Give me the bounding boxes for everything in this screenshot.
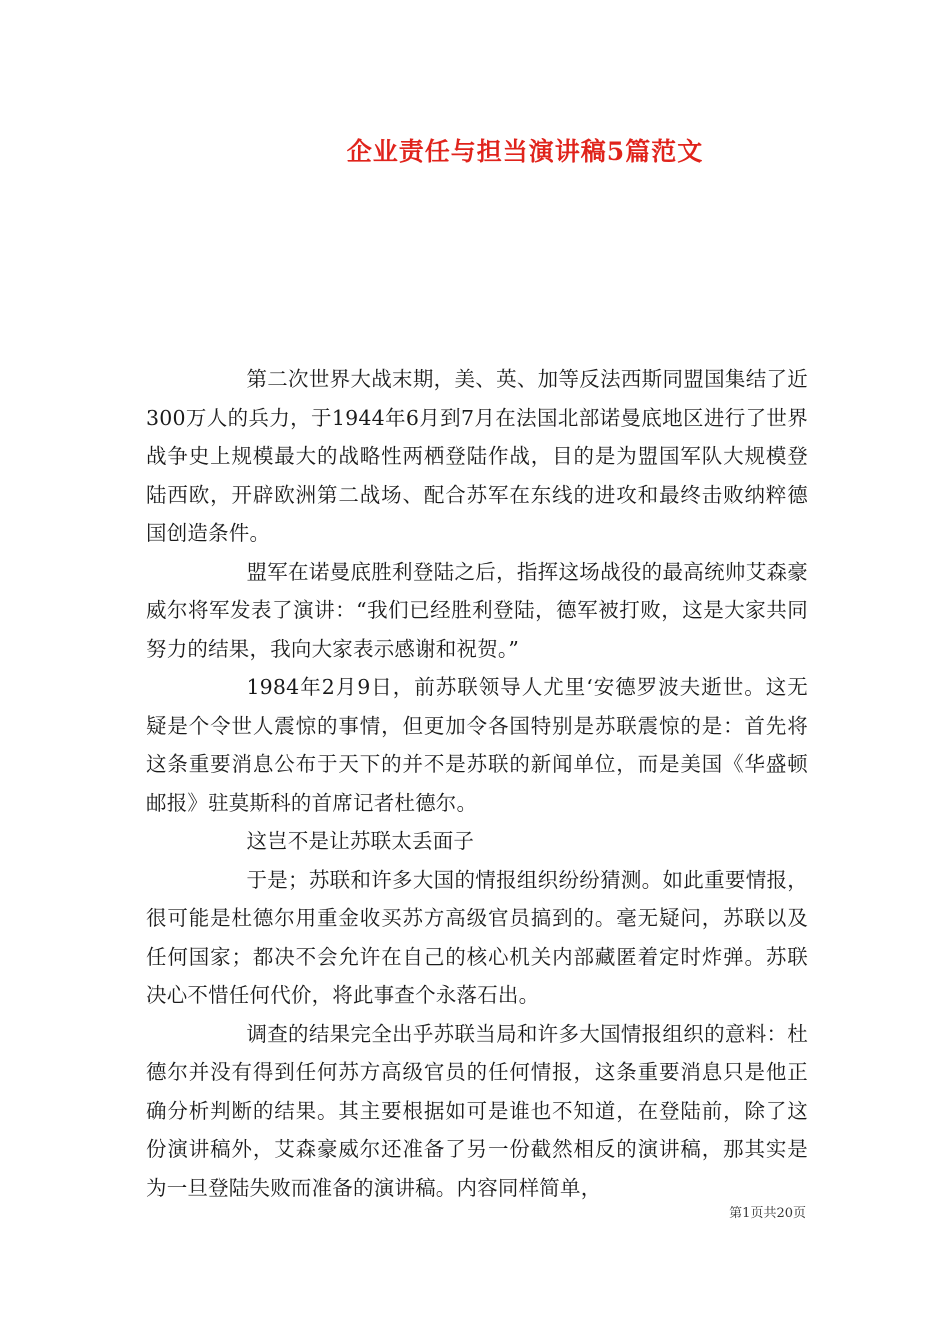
document-body [146,360,808,1207]
document-title: 企业责任与担当演讲稿5篇范文 [346,137,704,166]
paragraph-2: 盟军在诺曼底胜利登陆之后，指挥这场战役的最高统帅艾森豪威尔将军发表了演讲：“我们已经胜利登陆，德军被打败，这是大家共同努力的结果，我向大家表示感谢和祝贺。” [146,559,808,661]
paragraph-5: 于是；苏联和许多大国的情报组织纷纷猜测。如此重要情报，很可能是杜德尔用重金收买苏方高级官员搞到的。毫无疑问，苏联以及任何国家；都决不会允许在自己的核心机关内部藏匿着定时炸弹。苏联决心不惜任何代价，将此事查个永落石出。 [146,867,808,1007]
paragraph-3: 1984年2月9日，前苏联领导人尤里‘安德罗波夫逝世。这无疑是个令世人震惊的事情，但更加令各国特别是苏联震惊的是：首先将这条重要消息公布于天下的并不是苏联的新闻单位，而是美国《华盛顿邮报》驻莫斯科的首席记者杜德尔。 [146,675,808,815]
page-number: 第1页共20页 [729,1206,806,1221]
paragraph-1: 第二次世界大战末期，美、英、加等反法西斯同盟国集结了近300万人的兵力，于1944年6月到7月在法国北部诺曼底地区进行了世界战争史上规模最大的战略性两栖登陆作战，目的是为盟国军队大规模登陆西欧，开辟欧洲第二战场、配合苏军在东线的进攻和最终击败纳粹德国创造条件。 [146,367,808,545]
paragraph-4: 这岂不是让苏联太丢面子 [246,829,475,853]
paragraph-6: 调查的结果完全出乎苏联当局和许多大国情报组织的意料：杜德尔并没有得到任何苏方高级官员的任何情报，这条重要消息只是他正确分析判断的结果。其主要根据如可是谁也不知道，在登陆前，除了这份演讲稿外，艾森豪威尔还准备了另一份截然相反的演讲稿，那其实是为一旦登陆失败而准备的演讲稿。内容同样简单， [146,1021,808,1200]
